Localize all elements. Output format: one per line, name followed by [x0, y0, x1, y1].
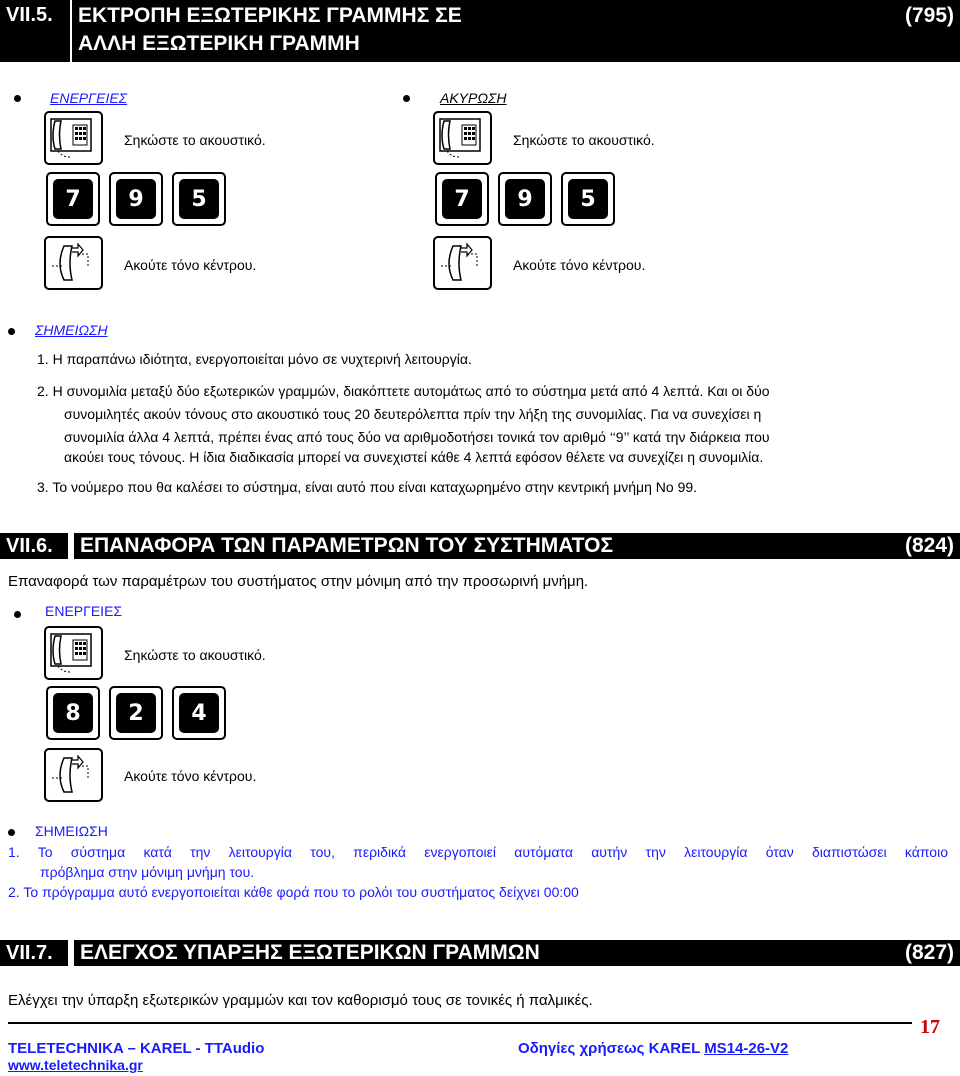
section-title-line2: ΑΛΛΗ ΕΞΩΤΕΡΙΚΗ ΓΡΑΜΜΗ [78, 32, 360, 55]
note-2: 2. Το πρόγραμμα αυτό ενεργοποιείται κάθε φορά που το ρολόι του συστήματος δείχνει 00:00 [8, 884, 579, 900]
note-label: ΣΗΜΕΙΩΣΗ [35, 322, 108, 338]
key-label: 5 [568, 179, 608, 219]
footer-company: TELETECHNIKA – KAREL - TTAudio [8, 1040, 265, 1057]
section-code: (795) [904, 4, 954, 27]
footer-guide [518, 1040, 788, 1057]
actions-label: ΕΝΕΡΓΕΙΕΣ [45, 603, 123, 619]
bullet-icon [14, 95, 21, 102]
page-number: 17 [920, 1016, 940, 1038]
section-title: ΕΠΑΝΑΦΟΡΑ ΤΩΝ ΠΑΡΑΜΕΤΡΩΝ ΤΟΥ ΣΥΣΤΗΜΑΤΟΣ [80, 534, 614, 557]
section-intro: Επαναφορά των παραμέτρων του συστήματος στην μόνιμη από την προσωρινή μνήμη. [8, 573, 589, 590]
section-title: ΕΛΕΓΧΟΣ ΥΠΑΡΞΗΣ ΕΞΩΤΕΡΙΚΩΝ ΓΡΑΜΜΩΝ [80, 941, 540, 964]
section-code: (824) [904, 534, 954, 557]
desk-phone-icon [44, 111, 103, 165]
key-7 [435, 172, 489, 226]
bullet-icon [403, 95, 410, 102]
key-9 [498, 172, 552, 226]
key-label: 9 [505, 179, 545, 219]
key-4 [172, 686, 226, 740]
key-5 [561, 172, 615, 226]
key-label: 4 [179, 693, 219, 733]
footer-website-link[interactable]: www.teletechnika.gr [8, 1057, 143, 1073]
lift-handset-text: Σηκώστε το ακουστικό. [124, 647, 266, 663]
key-label: 9 [116, 179, 156, 219]
dial-tone-text: Ακούτε τόνο κέντρου. [124, 768, 257, 784]
section-title-bar [74, 940, 960, 966]
note-2-line1: 2. Η συνομιλία μεταξύ δύο εξωτερικών γραμμών, διακόπτετε αυτομάτως από το σύστημα μετά από 4 λεπτά. Και οι δύο [37, 383, 770, 399]
key-label: 7 [53, 179, 93, 219]
bullet-icon [14, 611, 21, 618]
desk-phone-icon [433, 111, 492, 165]
handset-dialtone-icon [44, 236, 103, 290]
note-3: 3. Το νούμερο που θα καλέσει το σύστημα, είναι αυτό που είναι καταχωρημένο στην κεντρική μνήμη Νο 99. [37, 479, 698, 495]
handset-dialtone-icon [44, 748, 103, 802]
footer-guide-prefix: Οδηγίες χρήσεως KAREL [518, 1040, 705, 1057]
actions-label: ΕΝΕΡΓΕΙΕΣ [50, 90, 128, 106]
note-2-line3: συνομιλία άλλα 4 λεπτά, πρέπει ένας από τους δύο να αριθμοδοτήσει τονικά τον αριθμό ‘‘9’’ κατά την διάρκεια που [64, 429, 770, 445]
key-7 [46, 172, 100, 226]
desk-phone-icon [44, 626, 103, 680]
section-title-bar [72, 0, 960, 62]
key-2 [109, 686, 163, 740]
section-number: VII.5. [0, 0, 70, 62]
dial-tone-text: Ακούτε τόνο κέντρου. [124, 257, 257, 273]
note-label: ΣΗΜΕΙΩΣΗ [35, 823, 108, 839]
note-1-line2: πρόβλημα στην μόνιμη μνήμη του. [40, 864, 255, 880]
footer-model-link[interactable]: MS14-26-V2 [704, 1040, 789, 1057]
bullet-icon [8, 829, 15, 836]
key-label: 5 [179, 179, 219, 219]
key-label: 2 [116, 693, 156, 733]
key-5 [172, 172, 226, 226]
section-title-line1: ΕΚΤΡΟΠΗ ΕΞΩΤΕΡΙΚΗΣ ΓΡΑΜΜΗΣ ΣΕ [78, 4, 462, 27]
note-1-line1: 1. Το σύστημα κατά την λειτουργία του, περιδικά ενεργοποιεί αυτόματα αυτήν την λειτουργία όταν διαπιστώσει κάποιο [8, 844, 948, 860]
section-number: VII.7. [0, 940, 68, 966]
note-1: 1. Η παραπάνω ιδιότητα, ενεργοποιείται μόνο σε νυχτερινή λειτουργία. [37, 351, 472, 367]
key-label: 8 [53, 693, 93, 733]
dial-tone-text: Ακούτε τόνο κέντρου. [513, 257, 646, 273]
key-8 [46, 686, 100, 740]
handset-dialtone-icon [433, 236, 492, 290]
lift-handset-text: Σηκώστε το ακουστικό. [513, 132, 655, 148]
bullet-icon [8, 328, 15, 335]
footer-rule [8, 1022, 912, 1024]
cancel-label: ΑΚΥΡΩΣΗ [440, 90, 507, 106]
key-9 [109, 172, 163, 226]
section-number: VII.6. [0, 533, 68, 559]
section-code: (827) [904, 941, 954, 964]
note-2-line4: ακούει τους τόνους. Η ίδια διαδικασία μπορεί να συνεχιστεί κάθε 4 λεπτά εφόσον θέλετε να συνεχίζει η συνομιλία. [64, 449, 764, 465]
section-title-bar [74, 533, 960, 559]
section-intro: Ελέγχει την ύπαρξη εξωτερικών γραμμών και τον καθορισμό τους σε τονικές ή παλμικές. [8, 992, 593, 1009]
note-2-line2: συνομιλητές ακούν τόνους στο ακουστικό τους 20 δευτερόλεπτα πρίν την λήξη της συνομιλίας. Για να συνεχίσει η [64, 406, 762, 422]
lift-handset-text: Σηκώστε το ακουστικό. [124, 132, 266, 148]
key-label: 7 [442, 179, 482, 219]
